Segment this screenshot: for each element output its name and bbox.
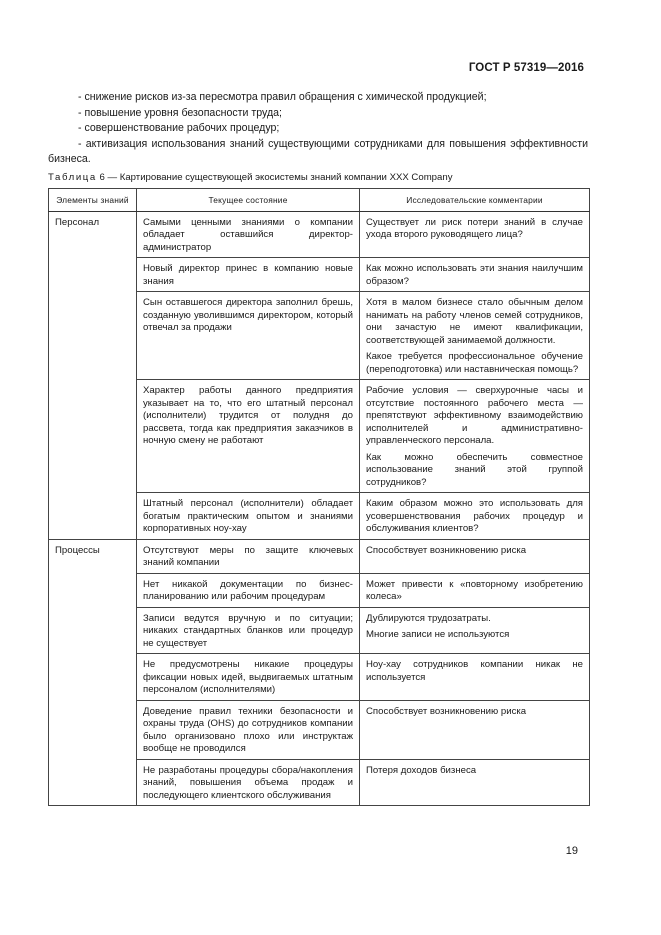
comment-paragraph: Потеря доходов бизнеса <box>366 764 477 776</box>
intro-list <box>48 90 588 168</box>
comment-paragraph: Способствует возникновению риска <box>366 544 527 556</box>
comment-paragraph: Дублируются трудозатраты. <box>366 612 491 624</box>
comment-paragraph: Может привести к «повторному изобретению колеса» <box>366 578 583 602</box>
research-comment-cell <box>360 607 590 654</box>
table-row <box>49 539 590 573</box>
current-state-cell: Доведение правил техники безопасности и охраны труда (OHS) до сотрудников компании было организовано плохо или инструктаж вообще не проводился <box>137 700 360 759</box>
current-state-cell: Новый директор принес в компанию новые знания <box>137 258 360 292</box>
table-caption-text: 6 — Картирование существующей экосистемы знаний компании XXX Company <box>96 172 453 183</box>
current-state-cell: Сын оставшегося директора заполнил брешь, созданную уволившимся директором, который отвечал за продажи <box>137 292 360 380</box>
comment-paragraph: Ноу-хау сотрудников компании никак не используется <box>366 659 583 683</box>
intro-item: - активизация использования знаний существующими сотрудниками для повышения эффективности бизнеса. <box>48 137 588 165</box>
comment-paragraph: Рабочие условия — сверхурочные часы и отсутствие постоянного рабочего места — препятствуют эффективному взаимодействию исполнителей и административно-управленческого персонала. <box>366 385 583 446</box>
research-comment-cell <box>360 380 590 493</box>
knowledge-element-cell: Персонал <box>49 211 137 539</box>
research-comment-cell <box>360 292 590 380</box>
table-row <box>49 211 590 258</box>
research-comment-cell <box>360 211 590 258</box>
table-header-row <box>49 189 590 212</box>
column-header-current-state: Текущее состояние <box>137 189 360 212</box>
comment-paragraph: Как можно обеспечить совместное использование знаний этой группой сотрудников? <box>366 451 583 488</box>
knowledge-element-cell: Процессы <box>49 539 137 806</box>
table-caption <box>48 172 588 183</box>
research-comment-cell <box>360 493 590 540</box>
research-comment-cell <box>360 539 590 573</box>
research-comment-cell <box>360 573 590 607</box>
comment-paragraph: Как можно использовать эти знания наилучшим образом? <box>366 263 583 287</box>
research-comment-cell <box>360 258 590 292</box>
research-comment-cell <box>360 759 590 806</box>
current-state-cell: Штатный персонал (исполнители) обладает богатым практическим опытом и знаниями корпоративных ноу-хау <box>137 493 360 540</box>
current-state-cell: Отсутствуют меры по защите ключевых знаний компании <box>137 539 360 573</box>
comment-paragraph: Каким образом можно это использовать для усовершенствования рабочих процедур и обслуживания клиентов? <box>366 498 583 534</box>
document-standard-number: ГОСТ Р 57319—2016 <box>468 62 584 74</box>
column-header-comments: Исследовательские комментарии <box>360 189 590 212</box>
comment-paragraph: Какое требуется профессиональное обучение (переподготовка) или наставническая помощь? <box>366 351 583 375</box>
comment-paragraph: Хотя в малом бизнесе стало обычным делом нанимать на работу членов семей сотрудников, они зачастую не имеют квалификации, соответствующей занимаемой должности. <box>366 297 583 346</box>
knowledge-ecosystem-table <box>48 188 590 806</box>
comment-paragraph: Многие записи не используются <box>366 629 510 640</box>
intro-item: - снижение рисков из-за пересмотра правил обращения с химической продукцией; <box>78 91 487 103</box>
research-comment-cell <box>360 700 590 759</box>
current-state-cell: Не предусмотрены никакие процедуры фиксации новых идей, выдвигаемых штатным персоналом (исполнителями) <box>137 654 360 701</box>
page-number: 19 <box>565 845 578 857</box>
current-state-cell: Записи ведутся вручную и по ситуации; никаких стандартных бланков или процедур не существует <box>137 607 360 654</box>
current-state-cell: Нет никакой документации по бизнес-планированию или рабочим процедурам <box>137 573 360 607</box>
intro-item: - повышение уровня безопасности труда; <box>78 106 282 119</box>
intro-item: - совершенствование рабочих процедур; <box>78 122 280 134</box>
column-header-elements: Элементы знаний <box>49 189 137 212</box>
table-caption-prefix: Таблица <box>48 172 97 183</box>
research-comment-cell <box>360 654 590 701</box>
current-state-cell: Самыми ценными знаниями о компании обладает оставшийся директор-администратор <box>137 211 360 258</box>
current-state-cell: Характер работы данного предприятия указывает на то, что его штатный персонал (исполнители) трудится от полудня до рассвета, тогда как предприятия заказчиков в ночную смену не работают <box>137 380 360 493</box>
current-state-cell: Не разработаны процедуры сбора/накопления знаний, повышения объема продаж и последующего клиентского обслуживания <box>137 759 360 806</box>
comment-paragraph: Способствует возникновению риска <box>366 705 527 717</box>
comment-paragraph: Существует ли риск потери знаний в случае ухода второго руководящего лица? <box>366 216 583 240</box>
